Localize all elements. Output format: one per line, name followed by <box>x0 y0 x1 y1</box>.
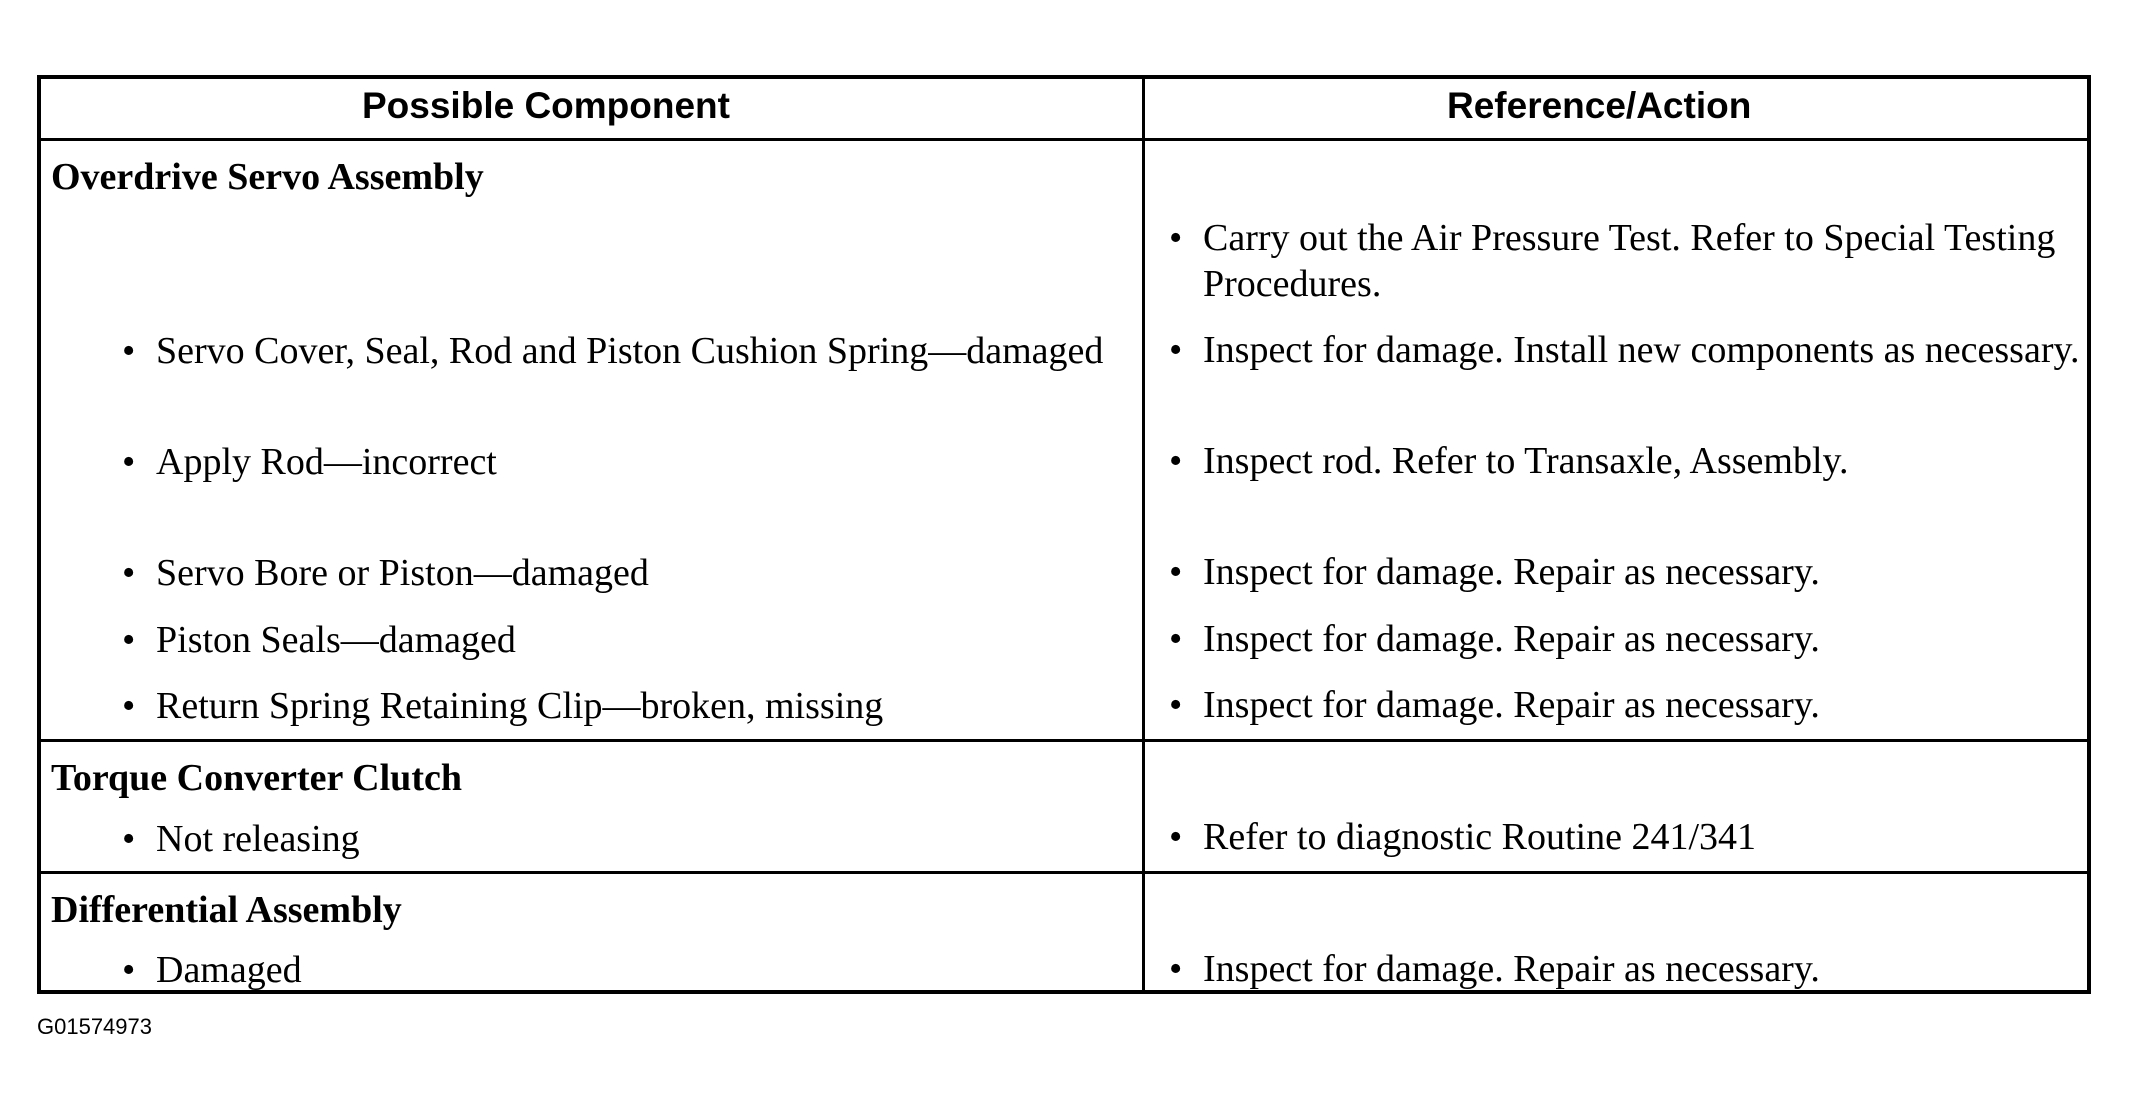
figure-id: G01574973 <box>37 1014 152 1039</box>
bullet: • <box>1169 329 1183 371</box>
bullet: • <box>1169 217 1183 259</box>
section-rule <box>41 871 2087 874</box>
bullet: • <box>122 949 136 991</box>
section-rule <box>41 739 2087 742</box>
column-header-action: Reference/Action <box>1447 85 1752 126</box>
component-text: Not releasing <box>156 818 360 860</box>
action-text: Carry out the Air Pressure Test. Refer to Special Testing Procedures. <box>1203 217 2056 305</box>
column-divider <box>1142 79 1145 990</box>
section-title: Torque Converter Clutch <box>51 757 462 799</box>
action-item <box>1169 549 2083 595</box>
bullet: • <box>1169 440 1183 482</box>
diagnosis-table <box>37 75 2091 994</box>
action-text: Refer to diagnostic Routine 241/341 <box>1203 816 1757 858</box>
action-item <box>1169 215 2083 307</box>
component-text: Damaged <box>156 949 302 991</box>
action-item <box>1169 814 2083 860</box>
header-rule <box>41 138 2087 141</box>
action-item <box>1169 438 2083 484</box>
bullet: • <box>122 818 136 860</box>
bullet: • <box>1169 816 1183 858</box>
bullet: • <box>1169 948 1183 990</box>
bullet: • <box>122 619 136 661</box>
bullet: • <box>1169 551 1183 593</box>
component-item <box>122 617 1116 663</box>
component-text: Return Spring Retaining Clip—broken, missing <box>156 685 884 727</box>
component-text: Servo Bore or Piston—damaged <box>156 552 649 594</box>
bullet: • <box>122 441 136 483</box>
component-item <box>122 439 1116 485</box>
action-text: Inspect for damage. Repair as necessary. <box>1203 948 1820 990</box>
action-text: Inspect rod. Refer to Transaxle, Assembly. <box>1203 440 1849 482</box>
component-text: Apply Rod—incorrect <box>156 441 497 483</box>
bullet: • <box>1169 684 1183 726</box>
component-text: Piston Seals—damaged <box>156 619 516 661</box>
action-text: Inspect for damage. Repair as necessary. <box>1203 551 1820 593</box>
action-text: Inspect for damage. Repair as necessary. <box>1203 684 1820 726</box>
section-title: Overdrive Servo Assembly <box>51 156 484 198</box>
action-text: Inspect for damage. Install new components as necessary. <box>1203 329 2080 371</box>
action-item <box>1169 327 2083 373</box>
bullet: • <box>122 685 136 727</box>
action-item <box>1169 682 2083 728</box>
component-item <box>122 947 1116 993</box>
action-item <box>1169 616 2083 662</box>
section-title: Differential Assembly <box>51 889 402 931</box>
bullet: • <box>122 552 136 594</box>
component-item <box>122 550 1116 596</box>
component-text: Servo Cover, Seal, Rod and Piston Cushion Spring—damaged <box>156 330 1104 372</box>
component-item <box>122 683 1116 729</box>
action-item <box>1169 946 2083 992</box>
bullet: • <box>122 330 136 372</box>
bullet: • <box>1169 618 1183 660</box>
action-text: Inspect for damage. Repair as necessary. <box>1203 618 1820 660</box>
component-item <box>122 328 1116 374</box>
component-item <box>122 816 1116 862</box>
column-header-component: Possible Component <box>362 85 730 126</box>
